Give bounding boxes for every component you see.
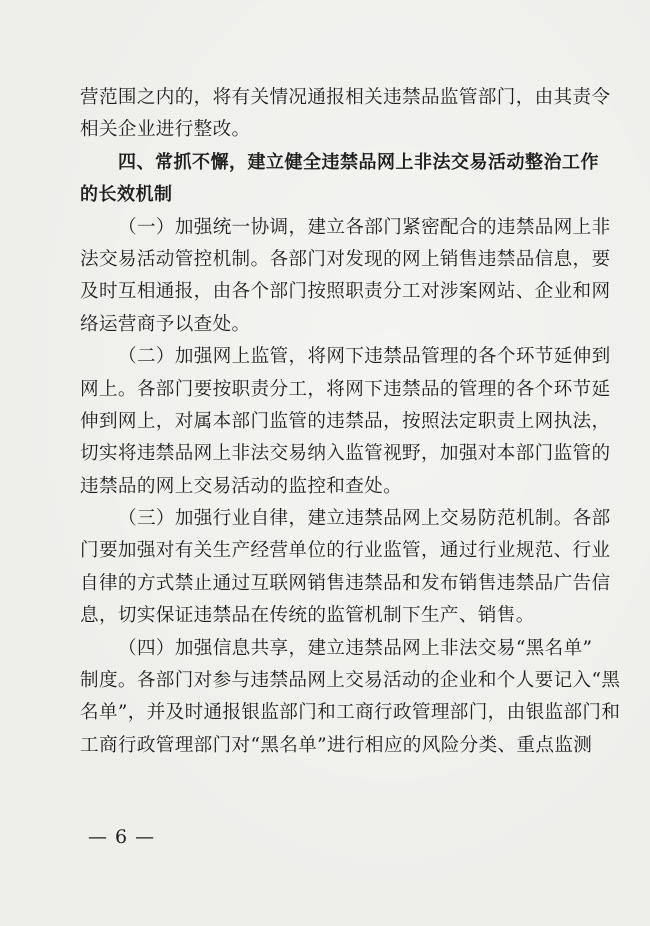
- text-line: （四）加强信息共享，建立违禁品网上非法交易“黑名单”: [118, 637, 593, 659]
- text-line: 伸到网上，对属本部门监管的违禁品，按照法定职责上网执法，: [80, 410, 611, 432]
- text-line: （二）加强网上监管，将网下违禁品管理的各个环节延伸到: [118, 346, 611, 368]
- text-line: 违禁品的网上交易活动的监控和查处。: [80, 475, 403, 497]
- text-line: 工商行政管理部门对“黑名单”进行相应的风险分类、重点监测: [80, 734, 593, 756]
- text-line: 制度。各部门对参与违禁品网上交易活动的企业和个人要记入“黑: [80, 670, 621, 692]
- text-line: 法交易活动管控机制。各部门对发现的网上销售违禁品信息，要: [80, 248, 611, 270]
- text-line: 切实将违禁品网上非法交易纳入监管视野，加强对本部门监管的: [80, 443, 611, 465]
- text-line: 息，切实保证违禁品在传统的监管机制下生产、销售。: [80, 605, 535, 627]
- text-line: 及时互相通报，由各个部门按照职责分工对涉案网站、企业和网: [80, 281, 611, 303]
- section-heading-line: 四、常抓不懈，建立健全违禁品网上非法交易活动整治工作: [118, 151, 599, 173]
- text-line: （三）加强行业自律，建立违禁品网上交易防范机制。各部: [118, 508, 611, 530]
- section-heading-line: 的长效机制: [80, 184, 173, 206]
- text-line: 网上。各部门要按职责分工，将网下违禁品的管理的各个环节延: [80, 378, 611, 400]
- text-line: 相关企业进行整改。: [80, 119, 251, 141]
- text-line: 门要加强对有关生产经营单位的行业监管，通过行业规范、行业: [80, 540, 611, 562]
- text-line: （一）加强统一协调，建立各部门紧密配合的违禁品网上非: [118, 216, 611, 238]
- text-line: 营范围之内的，将有关情况通报相关违禁品监管部门，由其责令: [80, 87, 611, 108]
- text-line: 名单”，并及时通报银监部门和工商行政管理部门，由银监部门和: [80, 702, 621, 724]
- text-line: 络运营商予以查处。: [80, 313, 251, 335]
- page-number: — 6 —: [88, 826, 156, 848]
- body-text: [80, 82, 621, 762]
- text-line: 自律的方式禁止通过互联网销售违禁品和发布销售违禁品广告信: [80, 572, 611, 594]
